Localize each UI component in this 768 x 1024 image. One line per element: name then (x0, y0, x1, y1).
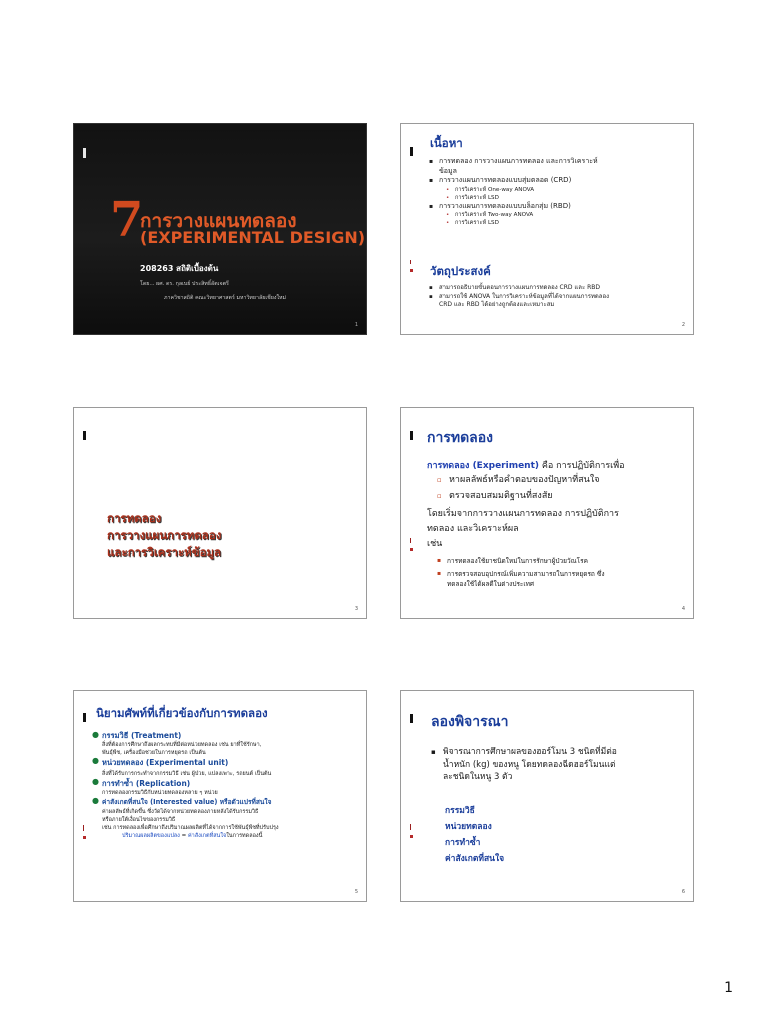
department-line: ภาควิชาสถิติ คณะวิทยาศาสตร์ มหาวิทยาลัยเชียงใหม่ (164, 295, 287, 301)
slide-accent-line (410, 260, 411, 264)
slide-marker-bar (410, 431, 413, 440)
definition-subitem: ▫ ตรวจสอบสมมติฐานที่สงสัย (437, 491, 553, 501)
slide-marker-bar (410, 147, 413, 156)
slide-subheading: วัตถุประสงค์ (430, 264, 491, 278)
slide-page-number: 5 (354, 889, 358, 895)
slide-marker-bar (410, 714, 413, 723)
slide-heading: การทดลอง (427, 430, 494, 446)
question-item: หน่วยทดลอง (445, 822, 492, 832)
description-text (427, 507, 619, 552)
slide-heading: เนื้อหา (430, 136, 463, 150)
term-desc: สิ่งที่ต้องการศึกษาถึงผลกระทบที่มีต่อหน่วยทดลอง เช่น ยาที่ใช้รักษา, (102, 742, 262, 748)
section-title-line: การวางแผนการทดลอง (107, 528, 222, 542)
contents-subitem: • การวิเคราะห์ One-way ANOVA (446, 186, 535, 193)
slide-title-english: (EXPERIMENTAL DESIGN) (140, 228, 366, 247)
question-item: ค่าสังเกตที่สนใจ (445, 854, 505, 864)
term-desc: หรือภายใต้เงื่อนไขของกรรมวิธี (102, 817, 176, 823)
slide-accent-line (410, 824, 411, 830)
slide-accent-dot (410, 835, 413, 838)
slide-6 (400, 690, 694, 902)
contents-item: ▪ การวางแผนการทดลองแบบบล็อกสุ่ม (RBD) (429, 201, 571, 210)
section-title-line: การทดลอง (107, 511, 162, 525)
example-item: ▪ การทดลองใช้ยาชนิดใหม่ในการรักษาผู้ป่วยวัณโรค (437, 557, 588, 565)
slide-title-thai: การวางแผนทดลอง (140, 210, 297, 232)
contents-item: ▪ การทดลอง การวางแผนการทดลอง และการวิเคราะห์ ข้อมูล (429, 157, 598, 175)
chapter-number: 7 (110, 192, 144, 248)
objective-item: ▪ สามารถอธิบายขั้นตอนการวางแผนการทดลอง CRD และ RBD (429, 284, 601, 291)
page-number: 1 (724, 980, 733, 996)
contents-subitem: • การวิเคราะห์ Two-way ANOVA (446, 212, 534, 218)
slide-marker-bar (83, 148, 86, 158)
term-desc: การทดลองกรรมวิธีกับหน่วยทดลองหลาย ๆ หน่วย (102, 790, 218, 796)
problem-statement: ▪ พิจารณาการศึกษาผลของฮอร์โมน 3 ชนิดที่มีต่อ น้ำหนัก (kg) ของหนู โดยทดลองฉีดฮอร์โมนแต่ ละชนิดในหนู 3 ตัว (431, 746, 693, 784)
definition-text: คือ การปฏิบัติการเพื่อ (539, 461, 625, 471)
term-title: ค่าสังเกตที่สนใจ (Interested value) หรือตัวแปรที่สนใจ (102, 798, 272, 806)
term-desc: สิ่งที่ได้รับการกระทำจากกรรมวิธี เช่น ผู้ป่วย, แปลงเพาะ, รถยนต์ เป็นต้น (102, 771, 272, 777)
problem-line: พิจารณาการศึกษาผลของฮอร์โมน 3 ชนิดที่มีต่อ (443, 747, 617, 757)
example-label: เช่น (427, 539, 443, 549)
slide-page-number: 1 (354, 322, 358, 328)
definition-line (427, 458, 625, 472)
contents-subitem: • การวิเคราะห์ LSD (446, 220, 499, 226)
definition-list (90, 731, 362, 840)
objectives-list (429, 284, 691, 310)
slide-marker-bar (83, 713, 86, 722)
section-title (107, 510, 221, 561)
slide-2 (400, 123, 694, 335)
course-name: 208263 สถิติเบื้องต้น (140, 264, 219, 273)
question-item: กรรมวิธี (445, 806, 475, 816)
objective-item: ▪ สามารถใช้ ANOVA ในการวิเคราะห์ข้อมูลที่ได้จากแผนการทดลอง CRD และ RBD ได้อย่างถูกต้องและเหมาะสม (429, 292, 610, 308)
term-desc: ค่าผลลัพธ์ที่เกิดขึ้น ซึ่งวัดได้จากหน่วยทดลองภายหลังได้รับกรรมวิธี (102, 809, 259, 815)
slide-4 (400, 407, 694, 619)
slide-accent-line (410, 538, 411, 543)
slide-page-number: 4 (681, 606, 685, 612)
contents-subitem: • การวิเคราะห์ LSD (446, 194, 499, 201)
question-list (445, 803, 504, 867)
contents-item: ▪ การวางแผนการทดลองแบบสุ่มตลอด (CRD) (429, 176, 572, 184)
slide-page-number: 2 (681, 322, 685, 328)
slide-accent-dot (83, 836, 86, 839)
example-list (437, 556, 692, 589)
author-line: โดย... ผศ. ดร. กุลเบย์ ประสิทธิ์อัตเจตรี (140, 281, 229, 287)
term-title: กรรมวิธี (Treatment) (102, 731, 182, 740)
definition-entry: ● การทำซ้ำ (Replication) การทดลองกรรมวิธีกับหน่วยทดลองหลาย ๆ หน่วย (90, 778, 362, 797)
term-desc: พันธุ์พืช, เครื่องมือช่วยในการหยุดรถ เป็นต้น (102, 750, 206, 756)
problem-line: น้ำหนัก (kg) ของหนู โดยทดลองฉีดฮอร์โมนแต่ (443, 759, 616, 770)
definition-sublist (437, 472, 687, 504)
slide-accent-dot (410, 548, 413, 551)
definition-entry: ● กรรมวิธี (Treatment) สิ่งที่ต้องการศึกษาถึงผลกระทบที่มีต่อหน่วยทดลอง เช่น ยาที่ใช้รักษา, พันธุ์พืช, เครื่องมือช่วยในการหยุดรถ เป็นต้น (90, 731, 362, 757)
section-title-line: และการวิเคราะห์ข้อมูล (107, 545, 222, 559)
example-item: ▪ การตรวจสอบอุปกรณ์เพิ่มความสามารถในการหยุดรถ ซึ่ง ทดลองใช้ได้ผลดีในต่างประเทศ (437, 570, 605, 588)
slide-page-number: 6 (681, 889, 685, 895)
slide-3 (73, 407, 367, 619)
description-line: โดยเริ่มจากการวางแผนการทดลอง การปฏิบัติการ (427, 509, 619, 519)
slide-heading: นิยามศัพท์ที่เกี่ยวข้องกับการทดลอง (96, 706, 268, 720)
definition-entry: ● ค่าสังเกตที่สนใจ (Interested value) หรือตัวแปรที่สนใจ ค่าผลลัพธ์ที่เกิดขึ้น ซึ่งวัดได้จากหน่วยทดลองภายหลังได้รับกรรมวิธี หรือภายใต้เงื่อนไขของกรรมวิธี เช่น การทดลองเพื่อศึกษาถึงปริมาณผลผลิตที่ได้จากการใช้พันธุ์พืชที่ปรับปรุง ปริมาณผลผลิตของแปลง = ค่าสังเกตที่สนใจในการทดลองนี้ (90, 797, 362, 840)
slide-marker-bar (83, 431, 86, 440)
slide-heading: ลองพิจารณา (431, 714, 509, 730)
example-line: เช่น การทดลองเพื่อศึกษาถึงปริมาณผลผลิตที่ได้จากการใช้พันธุ์พืชที่ปรับปรุง (102, 825, 279, 831)
term-title: การทำซ้ำ (Replication) (102, 779, 191, 788)
slide-1 (73, 123, 367, 335)
slide-page-number: 3 (354, 606, 358, 612)
contents-list (429, 157, 689, 227)
description-line: ทดลอง และวิเคราะห์ผล (427, 524, 519, 534)
definition-term: การทดลอง (Experiment) (427, 461, 540, 471)
question-item: การทำซ้ำ (445, 838, 481, 848)
definition-subitem: ▫ หาผลลัพธ์หรือคำตอบของปัญหาที่สนใจ (437, 475, 600, 485)
term-title: หน่วยทดลอง (Experimental unit) (102, 758, 229, 767)
definition-entry: ● หน่วยทดลอง (Experimental unit) สิ่งที่ได้รับการกระทำจากกรรมวิธี เช่น ผู้ป่วย, แปลงเพาะ, รถยนต์ เป็นต้น (90, 757, 362, 778)
slide-accent-line (83, 825, 84, 831)
example-conclusion: ปริมาณผลผลิตของแปลง = ค่าสังเกตที่สนใจในการทดลองนี้ (122, 833, 263, 839)
slide-accent-dot (410, 269, 413, 272)
slide-5 (73, 690, 367, 902)
problem-line: ละชนิดในหนู 3 ตัว (443, 772, 513, 782)
